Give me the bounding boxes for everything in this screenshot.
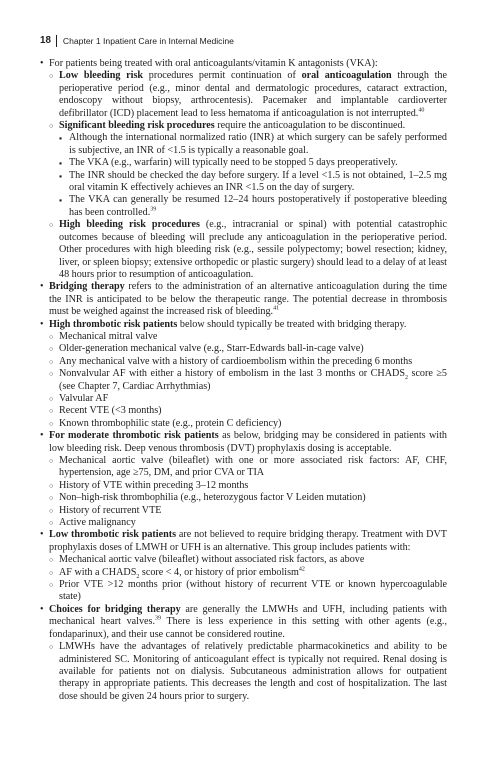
reference-marker: 39 [150, 206, 157, 213]
list-item: ○ Significant bleeding risk procedures require the anticoagulation to be discontinued. ▪ Although the international normalized ratio (INR) at which surgery can be safely performed is subjective, an INR of <1.5 is typically a reasonable goal. ▪ The VKA (e.g., warfarin) will typically need to be stopped 5 days preoperatively. ▪ The INR should be checked the day before surgery. If a level <1.5 is not obtained, 1–2.5 mg oral vitamin K effectively achieves an INR <1.5 on the day of surgery. ▪ The VKA can generally be resumed 12–24 hours postoperatively if postoperative bleeding has been controlled.$^{39}$ [49, 120, 447, 219]
list-item: ○ Low bleeding risk procedures permit continuation of oral anticoagulation through the perioperative period (e.g., minor dental and dermatologic procedures, cataract extraction, endoscopy without biopsy, arthrocentesis). Pacemaker and implantable cardioverter defibrillator (ICD) placement lead to less hematoma if anticoagulation is not interrupted.$^{40}$ [49, 70, 447, 120]
list-item: ▪ The VKA (e.g., warfarin) will typically need to be stopped 5 days preoperatively. [59, 157, 447, 169]
list-item: ○ High bleeding risk procedures (e.g., intracranial or spinal) with potential catastrophic outcomes because of bleeding will preclude any anticoagulation in the perioperative period. Other procedures with high bleeding risk (e.g., sessile polypectomy; bowel resection; kidney, liver, or spleen biopsy; extensive orthopedic or plastic surgery) should lead to a delay of at least 48 hours prior to resumption of anticoagulation. [49, 219, 447, 281]
list-item: ○ History of VTE within preceding 3–12 months [49, 480, 447, 492]
running-header [40, 34, 447, 48]
list-item: ○ Non–high-risk thrombophilia (e.g., heterozygous factor V Leiden mutation) [49, 492, 447, 504]
list-item: ○ Active malignancy [49, 517, 447, 529]
list-item: ○ Any mechanical valve with a history of cardioembolism within the preceding 6 months [49, 356, 447, 368]
list-item: • Bridging therapy refers to the administration of an alternative anticoagulation during the time the INR is anticipated to be below the therapeutic range. The potential decrease in thrombosis must be weighed against the increased risk of bleeding.$^{41}$ [40, 281, 447, 318]
list-item: ▪ The INR should be checked the day before surgery. If a level <1.5 is not obtained, 1–2.5 mg oral vitamin K effectively achieves an INR <1.5 on the day of surgery. [59, 170, 447, 195]
list-item: • For moderate thrombotic risk patients as below, bridging may be considered in patients with low bleeding risk. Deep venous thrombosis (DVT) prophylaxis dosing is acceptable. ○ Mechanical aortic valve (bileaflet) with one or more associated risk factors: AF, CHF, hypertension, age ≥75, DM, and prior CVA or TIA ○ History of VTE within preceding 3–12 months ○ Non–high-risk thrombophilia (e.g., heterozygous factor V Leiden mutation) ○ History of recurrent VTE ○ Active malignancy [40, 430, 447, 529]
list-item: ○ Recent VTE (<3 months) [49, 405, 447, 417]
header-divider [56, 35, 57, 47]
chapter-title: Chapter 1 Inpatient Care in Internal Medicine [62, 35, 234, 46]
list-item: ○ Prior VTE >12 months prior (without history of recurrent VTE or known hypercoagulable state) [49, 579, 447, 604]
list-item: ○ Nonvalvular AF with either a history of embolism in the last 3 months or $CHADS_2$ score ≥5 (see Chapter 7, Cardiac Arrhythmias) [49, 368, 447, 393]
list-item: ○ Mechanical aortic valve (bileaflet) with one or more associated risk factors: AF, CHF, hypertension, age ≥75, DM, and prior CVA or TIA [49, 455, 447, 480]
list-item: • Low thrombotic risk patients are not believed to require bridging therapy. Treatment with DVT prophylaxis doses of LMWH or UFH is an alternative. This group includes patients with: ○ Mechanical aortic valve (bileaflet) without associated risk factors, as above ○ AF with a $CHADS_2$ score < 4, or history of prior embolism$^{42}$ ○ Prior VTE >12 months prior (without history of recurrent VTE or known hypercoagulable state) [40, 529, 447, 603]
list-item: ▪ Although the international normalized ratio (INR) at which surgery can be safely performed is subjective, an INR of <1.5 is typically a reasonable goal. [59, 132, 447, 157]
main-list [40, 58, 447, 703]
list-item: ○ Known thrombophilic state (e.g., protein C deficiency) [49, 418, 447, 430]
reference-marker: 40 [418, 107, 425, 114]
list-item: ○ LMWHs have the advantages of relatively predictable pharmacokinetics and ability to be administered SC. Monitoring of anticoagulant effect is typically not required. Renal dosing is available for patients not on dialysis. Subcutaneous administration allows for outpatient therapy in appropriate patients. This decreases the length and cost of hospitalization. The last dose should be given 24 hours prior to surgery. [49, 641, 447, 703]
list-item: ○ AF with a $CHADS_2$ score < 4, or history of prior embolism$^{42}$ [49, 567, 447, 579]
list-item: • High thrombotic risk patients below should typically be treated with bridging therapy. ○ Mechanical mitral valve ○ Older-generation mechanical valve (e.g., Starr-Edwards ball-in-cage valve) ○ Any mechanical valve with a history of cardioembolism within the preceding 6 months ○ Nonvalvular AF with either a history of embolism in the last 3 months or $CHADS_2$ score ≥5 (see Chapter 7, Cardiac Arrhythmias) ○ Valvular AF ○ Recent VTE (<3 months) ○ Known thrombophilic state (e.g., protein C deficiency) [40, 319, 447, 431]
list-item: ○ Mechanical mitral valve [49, 331, 447, 343]
list-item: • For patients being treated with oral anticoagulants/vitamin K antagonists (VKA): ○ Low bleeding risk procedures permit continuation of oral anticoagulation through the perioperative period (e.g., minor dental and dermatologic procedures, cataract extraction, endoscopy without biopsy, arthrocentesis). Pacemaker and implantable cardioverter defibrillator (ICD) placement lead to less hematoma if anticoagulation is not interrupted.$^{40}$ ○ Significant bleeding risk procedures require the anticoagulation to be discontinued. ▪ Although the international normalized ratio (INR) at which surgery can be safely performed is subjective, an INR of <1.5 is typically a reasonable goal. ▪ The VKA (e.g., warfarin) will typically need to be stopped 5 days preoperatively. ▪ The INR should be checked the day before surgery. If a level <1.5 is not obtained, 1–2.5 mg oral vitamin K effectively achieves an INR <1.5 on the day of surgery. ▪ The VKA can generally be resumed 12–24 hours postoperatively if postoperative bleeding has been controlled.$^{39}$ ○ High bleeding risk procedures (e.g., intracranial or spinal) with potential catastrophic outcomes because of bleeding will preclude any anticoagulation in the perioperative period. Other procedures with high bleeding risk (e.g., sessile polypectomy; bowel resection; kidney, liver, or spleen biopsy; extensive orthopedic or plastic surgery) should lead to a delay of at least 48 hours prior to resumption of anticoagulation. [40, 58, 447, 281]
reference-marker: 42 [298, 566, 305, 573]
list-item: ▪ The VKA can generally be resumed 12–24 hours postoperatively if postoperative bleeding has been controlled.$^{39}$ [59, 194, 447, 219]
list-item: • Choices for bridging therapy are generally the LMWHs and UFH, including patients with mechanical heart valves.$^{39}$ There is less experience in this setting with other agents (e.g., fondaparinux), and their use cannot be considered routine. ○ LMWHs have the advantages of relatively predictable pharmacokinetics and ability to be administered SC. Monitoring of anticoagulant effect is typically not required. Renal dosing is available for patients not on dialysis. Subcutaneous administration allows for outpatient therapy in appropriate patients. This decreases the length and cost of hospitalization. The last dose should be given 24 hours prior to surgery. [40, 604, 447, 703]
page-number: 18 [40, 34, 51, 46]
list-item: ○ Valvular AF [49, 393, 447, 405]
reference-marker: 39 [155, 615, 162, 622]
reference-marker: 41 [273, 305, 280, 312]
list-item: ○ Older-generation mechanical valve (e.g., Starr-Edwards ball-in-cage valve) [49, 343, 447, 355]
list-item: ○ History of recurrent VTE [49, 505, 447, 517]
list-item: ○ Mechanical aortic valve (bileaflet) without associated risk factors, as above [49, 554, 447, 566]
